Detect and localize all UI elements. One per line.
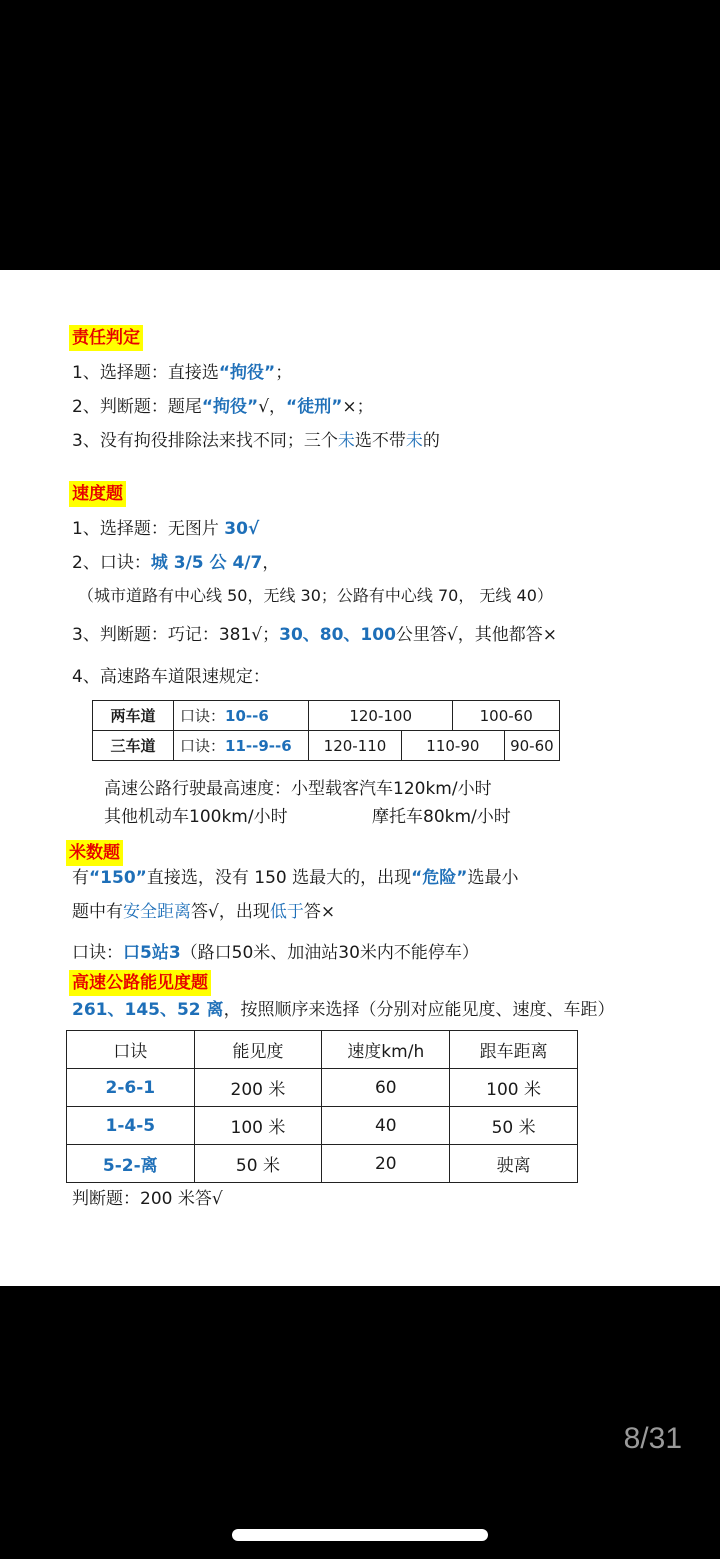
sec2-line3: [72, 624, 557, 646]
keyword: 11--9--6: [225, 737, 292, 755]
text: 题中有: [72, 902, 123, 922]
text: 3、判断题：巧记：381√；: [72, 625, 280, 645]
table-cell: 1-4-5: [67, 1107, 195, 1145]
keyword: “徒刑”: [286, 397, 343, 417]
keyword: 未: [405, 431, 423, 451]
text: 3、没有拘役排除法来找不同；三个: [72, 431, 338, 451]
table-cell: [174, 701, 309, 731]
keyword: 安全距离: [123, 902, 191, 922]
text: ×；: [342, 397, 374, 417]
text: 答√，出现: [191, 902, 270, 922]
sec2-motorcycle-note: 摩托车80km/小时: [372, 807, 511, 827]
sec1-line2: [72, 396, 374, 418]
table-cell: 50 米: [450, 1107, 578, 1145]
section-title-speed: 速度题: [69, 481, 126, 507]
table-cell: 60: [322, 1069, 450, 1107]
table-cell: 40: [322, 1107, 450, 1145]
text: 2、判断题：题尾: [72, 397, 202, 417]
text: 公里答√，其他都答×: [395, 625, 557, 645]
table-cell: 120-100: [309, 701, 453, 731]
table-row: [67, 1107, 578, 1145]
table-row: [67, 1069, 578, 1107]
table-header: 口诀: [67, 1031, 195, 1069]
page-counter: 8/31: [623, 1422, 682, 1455]
text: 口诀：: [72, 943, 123, 963]
table-row: [67, 1145, 578, 1183]
sec1-line3: [72, 430, 440, 452]
table-cell: 120-110: [309, 731, 402, 761]
keyword: 低于: [269, 902, 304, 922]
sec4-line1: [72, 999, 615, 1021]
table-cell: 200 米: [194, 1069, 322, 1107]
keyword: 30√: [224, 519, 260, 539]
table-cell: 两车道: [93, 701, 174, 731]
table-cell: 90-60: [504, 731, 559, 761]
keyword: 城 3/5 公 4/7: [150, 553, 263, 573]
table-cell: 三车道: [93, 731, 174, 761]
table-cell: 2-6-1: [67, 1069, 195, 1107]
text: 直接选，没有 150 选最大的，出现: [146, 868, 412, 888]
table-cell: 100 米: [450, 1069, 578, 1107]
table-header: 跟车距离: [450, 1031, 578, 1069]
text: 2、口诀：: [72, 553, 151, 573]
table-cell: 20: [322, 1145, 450, 1183]
text: （路口50米、加油站30米内不能停车）: [180, 943, 479, 963]
table-header-row: [67, 1031, 578, 1069]
table-row: [93, 701, 560, 731]
keyword: “危险”: [411, 868, 468, 888]
table-row: [93, 731, 560, 761]
text: ；: [275, 363, 293, 383]
keyword: “150”: [89, 868, 147, 888]
text: 的: [422, 431, 440, 451]
table-cell: 110-90: [402, 731, 505, 761]
table-header: 速度km/h: [322, 1031, 450, 1069]
sec2-line2: [72, 552, 279, 574]
table-cell: 100-60: [453, 701, 560, 731]
visibility-table: [66, 1030, 578, 1183]
table-cell: 5-2-离: [67, 1145, 195, 1183]
table-cell: 100 米: [194, 1107, 322, 1145]
table-cell: [174, 731, 309, 761]
table-header: 能见度: [194, 1031, 322, 1069]
table-cell: 驶离: [450, 1145, 578, 1183]
sec4-footer: 判断题：200 米答√: [72, 1189, 223, 1209]
sec2-note: （城市道路有中心线 50，无线 30；公路有中心线 70， 无线 40）: [78, 586, 553, 605]
sec2-line4: 4、高速路车道限速规定：: [72, 667, 270, 687]
keyword: 10--6: [225, 707, 269, 725]
text: 口诀：: [180, 737, 226, 755]
text: 口诀：: [180, 707, 226, 725]
text: 有: [72, 868, 89, 888]
keyword: 口5站3: [123, 943, 181, 963]
sec2-other-vehicle-note: 其他机动车100km/小时: [104, 807, 288, 827]
keyword: “拘役”: [218, 363, 276, 383]
lane-speed-table: [92, 700, 560, 761]
keyword: “拘役”: [201, 397, 259, 417]
text: 1、选择题：直接选: [72, 363, 219, 383]
keyword: 261、145、52 离: [72, 1000, 224, 1020]
sec1-line1: [72, 362, 292, 384]
sec3-line2: [72, 901, 335, 923]
text: 答×: [303, 902, 336, 922]
text: ，: [262, 553, 280, 573]
keyword: 未: [337, 431, 355, 451]
table-cell: 50 米: [194, 1145, 322, 1183]
sec2-max-speed-note: 高速公路行驶最高速度：小型载客汽车120km/小时: [104, 779, 492, 799]
text: 1、选择题：无图片: [72, 519, 219, 539]
home-indicator-bar[interactable]: [232, 1529, 488, 1541]
text: 选最小: [467, 868, 519, 888]
sec2-line1: [72, 518, 259, 540]
text: 选不带: [354, 431, 406, 451]
keyword: 30、80、100: [279, 625, 396, 645]
text: √，: [258, 397, 287, 417]
section-title-meters: 米数题: [66, 840, 123, 866]
document-page: [0, 270, 720, 1286]
sec3-line3: [72, 942, 479, 964]
sec3-line1: [72, 867, 518, 889]
section-title-visibility: 高速公路能见度题: [69, 970, 211, 996]
section-title-responsibility: 责任判定: [69, 325, 143, 351]
text: ，按照顺序来选择（分别对应能见度、速度、车距）: [223, 1000, 615, 1020]
